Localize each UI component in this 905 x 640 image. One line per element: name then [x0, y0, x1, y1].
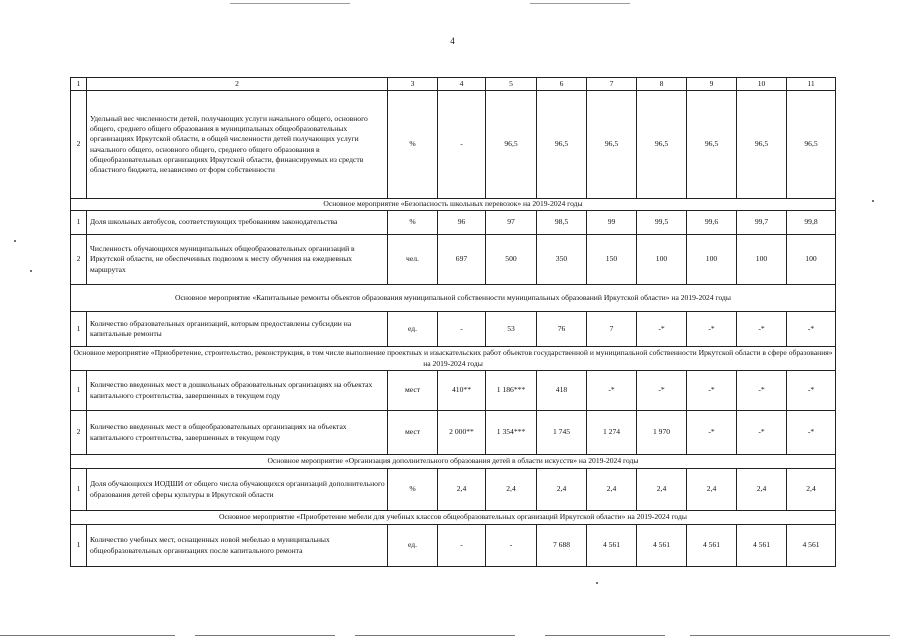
indicators-table [70, 77, 836, 567]
value-cell: 96,5 [687, 91, 737, 199]
value-cell: 96,5 [737, 91, 787, 199]
value-cell: 96,5 [537, 91, 587, 199]
value-cell: 1 970 [637, 411, 687, 455]
section-title: Основное мероприятие «Приобретение, строительство, реконструкция, в том числе выполнение проектных и изыскательских работ объектов государственной и муниципальной собственности Иркутской области в сфере образования» на 2019-2024 годы [71, 347, 836, 371]
value-cell: -* [687, 312, 737, 347]
row-number-cell: 1 [71, 211, 87, 235]
header-row [71, 78, 836, 91]
header-cell: 6 [537, 78, 587, 91]
value-cell: 97 [486, 211, 537, 235]
section-title: Основное мероприятие «Безопасность школьных перевозок» на 2019-2024 годы [71, 199, 836, 211]
value-cell: 2 000** [438, 411, 486, 455]
value-cell: -* [787, 371, 836, 411]
value-cell: 4 561 [787, 525, 836, 567]
value-cell: -* [787, 312, 836, 347]
value-cell: 99,7 [737, 211, 787, 235]
unit-cell: мест [388, 371, 438, 411]
value-cell: 100 [737, 235, 787, 285]
value-cell: 100 [687, 235, 737, 285]
section-title: Основное мероприятие «Капитальные ремонты объектов образования муниципальной собственности муниципальных образований Иркутской области» на 2019-2024 годы [71, 285, 836, 312]
section-row [71, 285, 836, 312]
indicator-name-cell: Количество образовательных организаций, которым предоставлены субсидии на капитальные ремонты [87, 312, 388, 347]
indicator-name-cell: Количество введенных мест в общеобразовательных организациях на объектах капитального строительства, завершенных в текущем году [87, 411, 388, 455]
scan-line-top [230, 3, 350, 4]
value-cell: 410** [438, 371, 486, 411]
scan-line-bottom [545, 635, 665, 636]
value-cell: 500 [486, 235, 537, 285]
value-cell: - [438, 312, 486, 347]
value-cell: - [438, 525, 486, 567]
value-cell: 1 745 [537, 411, 587, 455]
table-row [71, 235, 836, 285]
header-cell: 10 [737, 78, 787, 91]
section-row [71, 455, 836, 469]
scan-speck [14, 240, 16, 242]
value-cell: 2,4 [637, 469, 687, 511]
table-row [71, 91, 836, 199]
section-title: Основное мероприятие «Приобретение мебели для учебных классов общеобразовательных организаций Иркутской области» на 2019-2024 годы [71, 511, 836, 525]
value-cell: 96,5 [587, 91, 637, 199]
header-cell: 8 [637, 78, 687, 91]
scan-speck [30, 270, 32, 272]
scan-line-top-right [530, 3, 630, 4]
row-number-cell: 1 [71, 371, 87, 411]
header-cell: 11 [787, 78, 836, 91]
value-cell: 100 [787, 235, 836, 285]
scan-speck [596, 582, 598, 584]
value-cell: 4 561 [737, 525, 787, 567]
value-cell: 76 [537, 312, 587, 347]
value-cell: 99 [587, 211, 637, 235]
section-row [71, 511, 836, 525]
value-cell: 4 561 [687, 525, 737, 567]
header-cell: 7 [587, 78, 637, 91]
value-cell: 96,5 [486, 91, 537, 199]
indicator-name-cell: Численность обучающихся муниципальных общеобразовательных организаций в Иркутской области, не обеспеченных подвозом к месту обучения на ежедневных маршрутах [87, 235, 388, 285]
row-number-cell: 2 [71, 411, 87, 455]
value-cell: 2,4 [737, 469, 787, 511]
value-cell: 2,4 [687, 469, 737, 511]
value-cell: -* [737, 312, 787, 347]
table-row [71, 312, 836, 347]
scan-line-bottom [355, 635, 515, 636]
value-cell: 96 [438, 211, 486, 235]
value-cell: -* [687, 371, 737, 411]
unit-cell: ед. [388, 312, 438, 347]
unit-cell: ед. [388, 525, 438, 567]
value-cell: -* [587, 371, 637, 411]
row-number-cell: 1 [71, 469, 87, 511]
value-cell: 1 186*** [486, 371, 537, 411]
value-cell: 418 [537, 371, 587, 411]
unit-cell: чел. [388, 235, 438, 285]
value-cell: 350 [537, 235, 587, 285]
unit-cell: % [388, 211, 438, 235]
indicator-name-cell: Удельный вес численности детей, получающих услуги начального общего, основного общего, среднего общего образования в муниципальных общеобразовательных организациях Иркутской области, в общей численности детей получающих услуги начального общего, основного общего, среднего общего образования в общеобразовательных организациях Иркутской области, финансируемых из средств областного бюджета, независимо от форм собственности [87, 91, 388, 199]
header-cell: 4 [438, 78, 486, 91]
value-cell: - [486, 525, 537, 567]
value-cell: 4 561 [587, 525, 637, 567]
row-number-cell: 1 [71, 312, 87, 347]
section-title: Основное мероприятие «Организация дополнительного образования детей в области искусств» на 2019-2024 годы [71, 455, 836, 469]
value-cell: 7 688 [537, 525, 587, 567]
value-cell: -* [637, 371, 687, 411]
indicator-name-cell: Доля обучающихся ИОДШИ от общего числа обучающихся организаций дополнительного образования детей сферы культуры в Иркутской области [87, 469, 388, 511]
indicator-name-cell: Доля школьных автобусов, соответствующих требованиям законодательства [87, 211, 388, 235]
value-cell: 99,5 [637, 211, 687, 235]
value-cell: -* [737, 411, 787, 455]
table-row [71, 371, 836, 411]
table-row [71, 469, 836, 511]
value-cell: - [438, 91, 486, 199]
table-row [71, 211, 836, 235]
header-cell: 2 [87, 78, 388, 91]
value-cell: 99,8 [787, 211, 836, 235]
value-cell: 7 [587, 312, 637, 347]
value-cell: 4 561 [637, 525, 687, 567]
scan-line-bottom [0, 635, 175, 636]
unit-cell: % [388, 469, 438, 511]
value-cell: 2,4 [537, 469, 587, 511]
value-cell: 1 354*** [486, 411, 537, 455]
value-cell: 53 [486, 312, 537, 347]
header-cell: 1 [71, 78, 87, 91]
header-cell: 3 [388, 78, 438, 91]
value-cell: -* [787, 411, 836, 455]
page-number: 4 [450, 36, 455, 46]
header-cell: 9 [687, 78, 737, 91]
value-cell: -* [637, 312, 687, 347]
value-cell: 697 [438, 235, 486, 285]
value-cell: 150 [587, 235, 637, 285]
value-cell: 2,4 [486, 469, 537, 511]
value-cell: 2,4 [787, 469, 836, 511]
scan-speck [872, 200, 874, 202]
value-cell: 98,5 [537, 211, 587, 235]
unit-cell: мест [388, 411, 438, 455]
scan-line-bottom [195, 635, 335, 636]
table-row [71, 525, 836, 567]
value-cell: 2,4 [438, 469, 486, 511]
value-cell: 100 [637, 235, 687, 285]
scan-line-bottom [690, 635, 890, 636]
value-cell: 2,4 [587, 469, 637, 511]
value-cell: -* [687, 411, 737, 455]
indicator-name-cell: Количество введенных мест в дошкольных образовательных организациях на объектах капитального строительства, завершенных в текущем году [87, 371, 388, 411]
row-number-cell: 2 [71, 235, 87, 285]
row-number-cell: 2 [71, 91, 87, 199]
section-row [71, 199, 836, 211]
value-cell: 96,5 [637, 91, 687, 199]
value-cell: 99,6 [687, 211, 737, 235]
value-cell: -* [737, 371, 787, 411]
indicator-name-cell: Количество учебных мест, оснащенных новой мебелью в муниципальных общеобразовательных организациях после капитального ремонта [87, 525, 388, 567]
unit-cell: % [388, 91, 438, 199]
table-row [71, 411, 836, 455]
header-cell: 5 [486, 78, 537, 91]
value-cell: 96,5 [787, 91, 836, 199]
row-number-cell: 1 [71, 525, 87, 567]
value-cell: 1 274 [587, 411, 637, 455]
section-row [71, 347, 836, 371]
